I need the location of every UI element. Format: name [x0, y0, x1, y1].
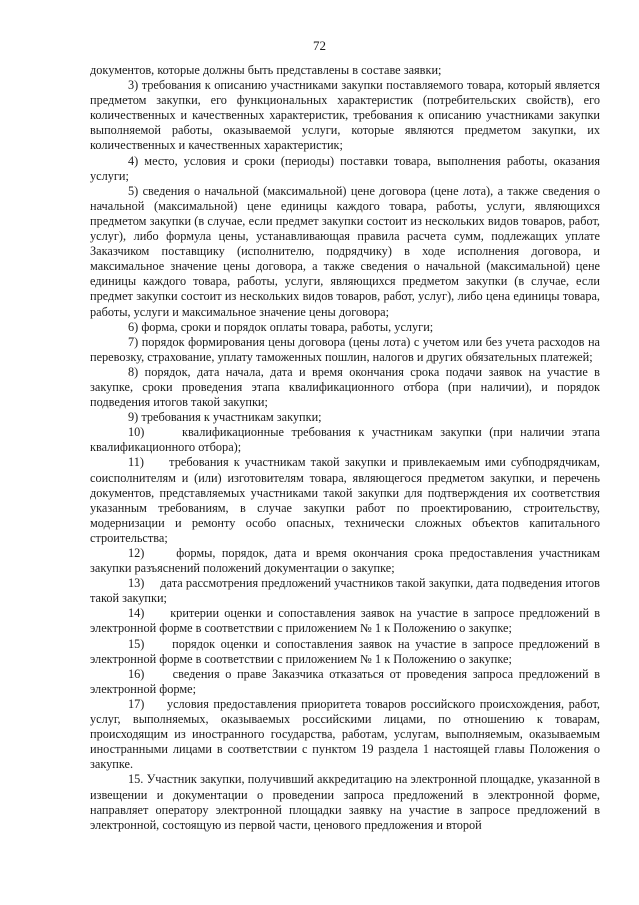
- paragraph: 6) форма, сроки и порядок оплаты товара, работы, услуги;: [128, 319, 434, 334]
- paragraph: 12) формы, порядок, дата и время окончания срока предоставления участникам закупки разъяснений положений документации о закупке;: [90, 546, 604, 576]
- paragraph: 16) сведения о праве Заказчика отказаться от проведения запроса предложений в электронной форме;: [90, 666, 604, 696]
- paragraph: 3) требования к описанию участниками закупки поставляемого товара, который является предметом закупки, его функциональных характеристик (потребительских свойств), его количественных и качественных характеристик, требования к описанию участниками закупки выполняемой работы, оказываемой услуги, которые являются предметом закупки, их количественных и качественных характеристик;: [90, 78, 600, 153]
- paragraph: документов, которые должны быть представлены в составе заявки;: [90, 63, 442, 77]
- page-number: 72: [313, 38, 326, 53]
- document-body: [90, 63, 604, 833]
- paragraph: 15) порядок оценки и сопоставления заявок на участие в запросе предложений в электронной форме в соответствии с приложением № 1 к Положению о закупке;: [90, 636, 604, 666]
- paragraph: 15. Участник закупки, получивший аккредитацию на электронной площадке, указанной в извещении и документации о проведении запроса предложений в электронной форме, направляет оператору электронной площадки заявку на участие в запросе предложений в электронной, состоящую из первой части, ценового предложения и второй: [90, 772, 600, 832]
- paragraph: 7) порядок формирования цены договора (цены лота) с учетом или без учета расходов на перевозку, страхование, уплату таможенных пошлин, налогов и других обязательных платежей;: [90, 334, 600, 364]
- paragraph: 13) дата рассмотрения предложений участников такой закупки, дата подведения итогов такой закупки;: [90, 576, 604, 606]
- paragraph: 10) квалификационные требования к участникам закупки (при наличии этапа квалификационного отбора);: [90, 425, 604, 455]
- paragraph: 4) место, условия и сроки (периоды) поставки товара, выполнения работы, оказания услуги;: [90, 153, 600, 183]
- paragraph: 17) условия предоставления приоритета товаров российского происхождения, работ, услуг, выполняемых, оказываемых российскими лицами, по отношению к товарам, происходящим из иностранного государства, работам, услугам, выполняемым, оказываемым иностранными лицами в соответствии с пунктом 19 раздела 1 настоящей главы Положения о закупке.: [90, 696, 604, 772]
- paragraph: 14) критерии оценки и сопоставления заявок на участие в запросе предложений в электронной форме в соответствии с приложением № 1 к Положению о закупке;: [90, 606, 604, 636]
- paragraph: 11) требования к участникам такой закупки и привлекаемым ими субподрядчикам, соисполнителям и (или) изготовителям товара, являющегося предметом закупки, и перечень документов, представляемых участниками такой закупки для подтверждения их соответствия указанным требованиям, в случае закупки работ по проектированию, строительству, модернизации и ремонту особо опасных, технически сложных объектов капитального строительства;: [90, 455, 604, 545]
- paragraph: 9) требования к участникам закупки;: [128, 410, 322, 425]
- paragraph: 5) сведения о начальной (максимальной) цене договора (цене лота), а также сведения о начальной (максимальной) цене единицы каждого товара, работы, услуги, являющихся предметом закупки (в случае, если предмет закупки состоит из нескольких видов товаров, работ, услуг), либо формула цены, устанавливающая правила расчета сумм, подлежащих уплате Заказчиком поставщику (исполнителю, подрядчику) в ходе исполнения договора, и максимальное значение цены договора, а также сведения о начальной (максимальной) цене единицы каждого товара, работы, услуги, являющихся предметом закупки (в случае, если предмет закупки состоит из нескольких видов товаров, работ, услуг), либо цена единицы товара, работы, услуги и максимальное значение цены договора;: [90, 183, 600, 319]
- paragraph: 8) порядок, дата начала, дата и время окончания срока подачи заявок на участие в закупке, сроки проведения этапа квалификационного отбора (при наличии), и порядок подведения итогов такой закупки;: [90, 364, 600, 410]
